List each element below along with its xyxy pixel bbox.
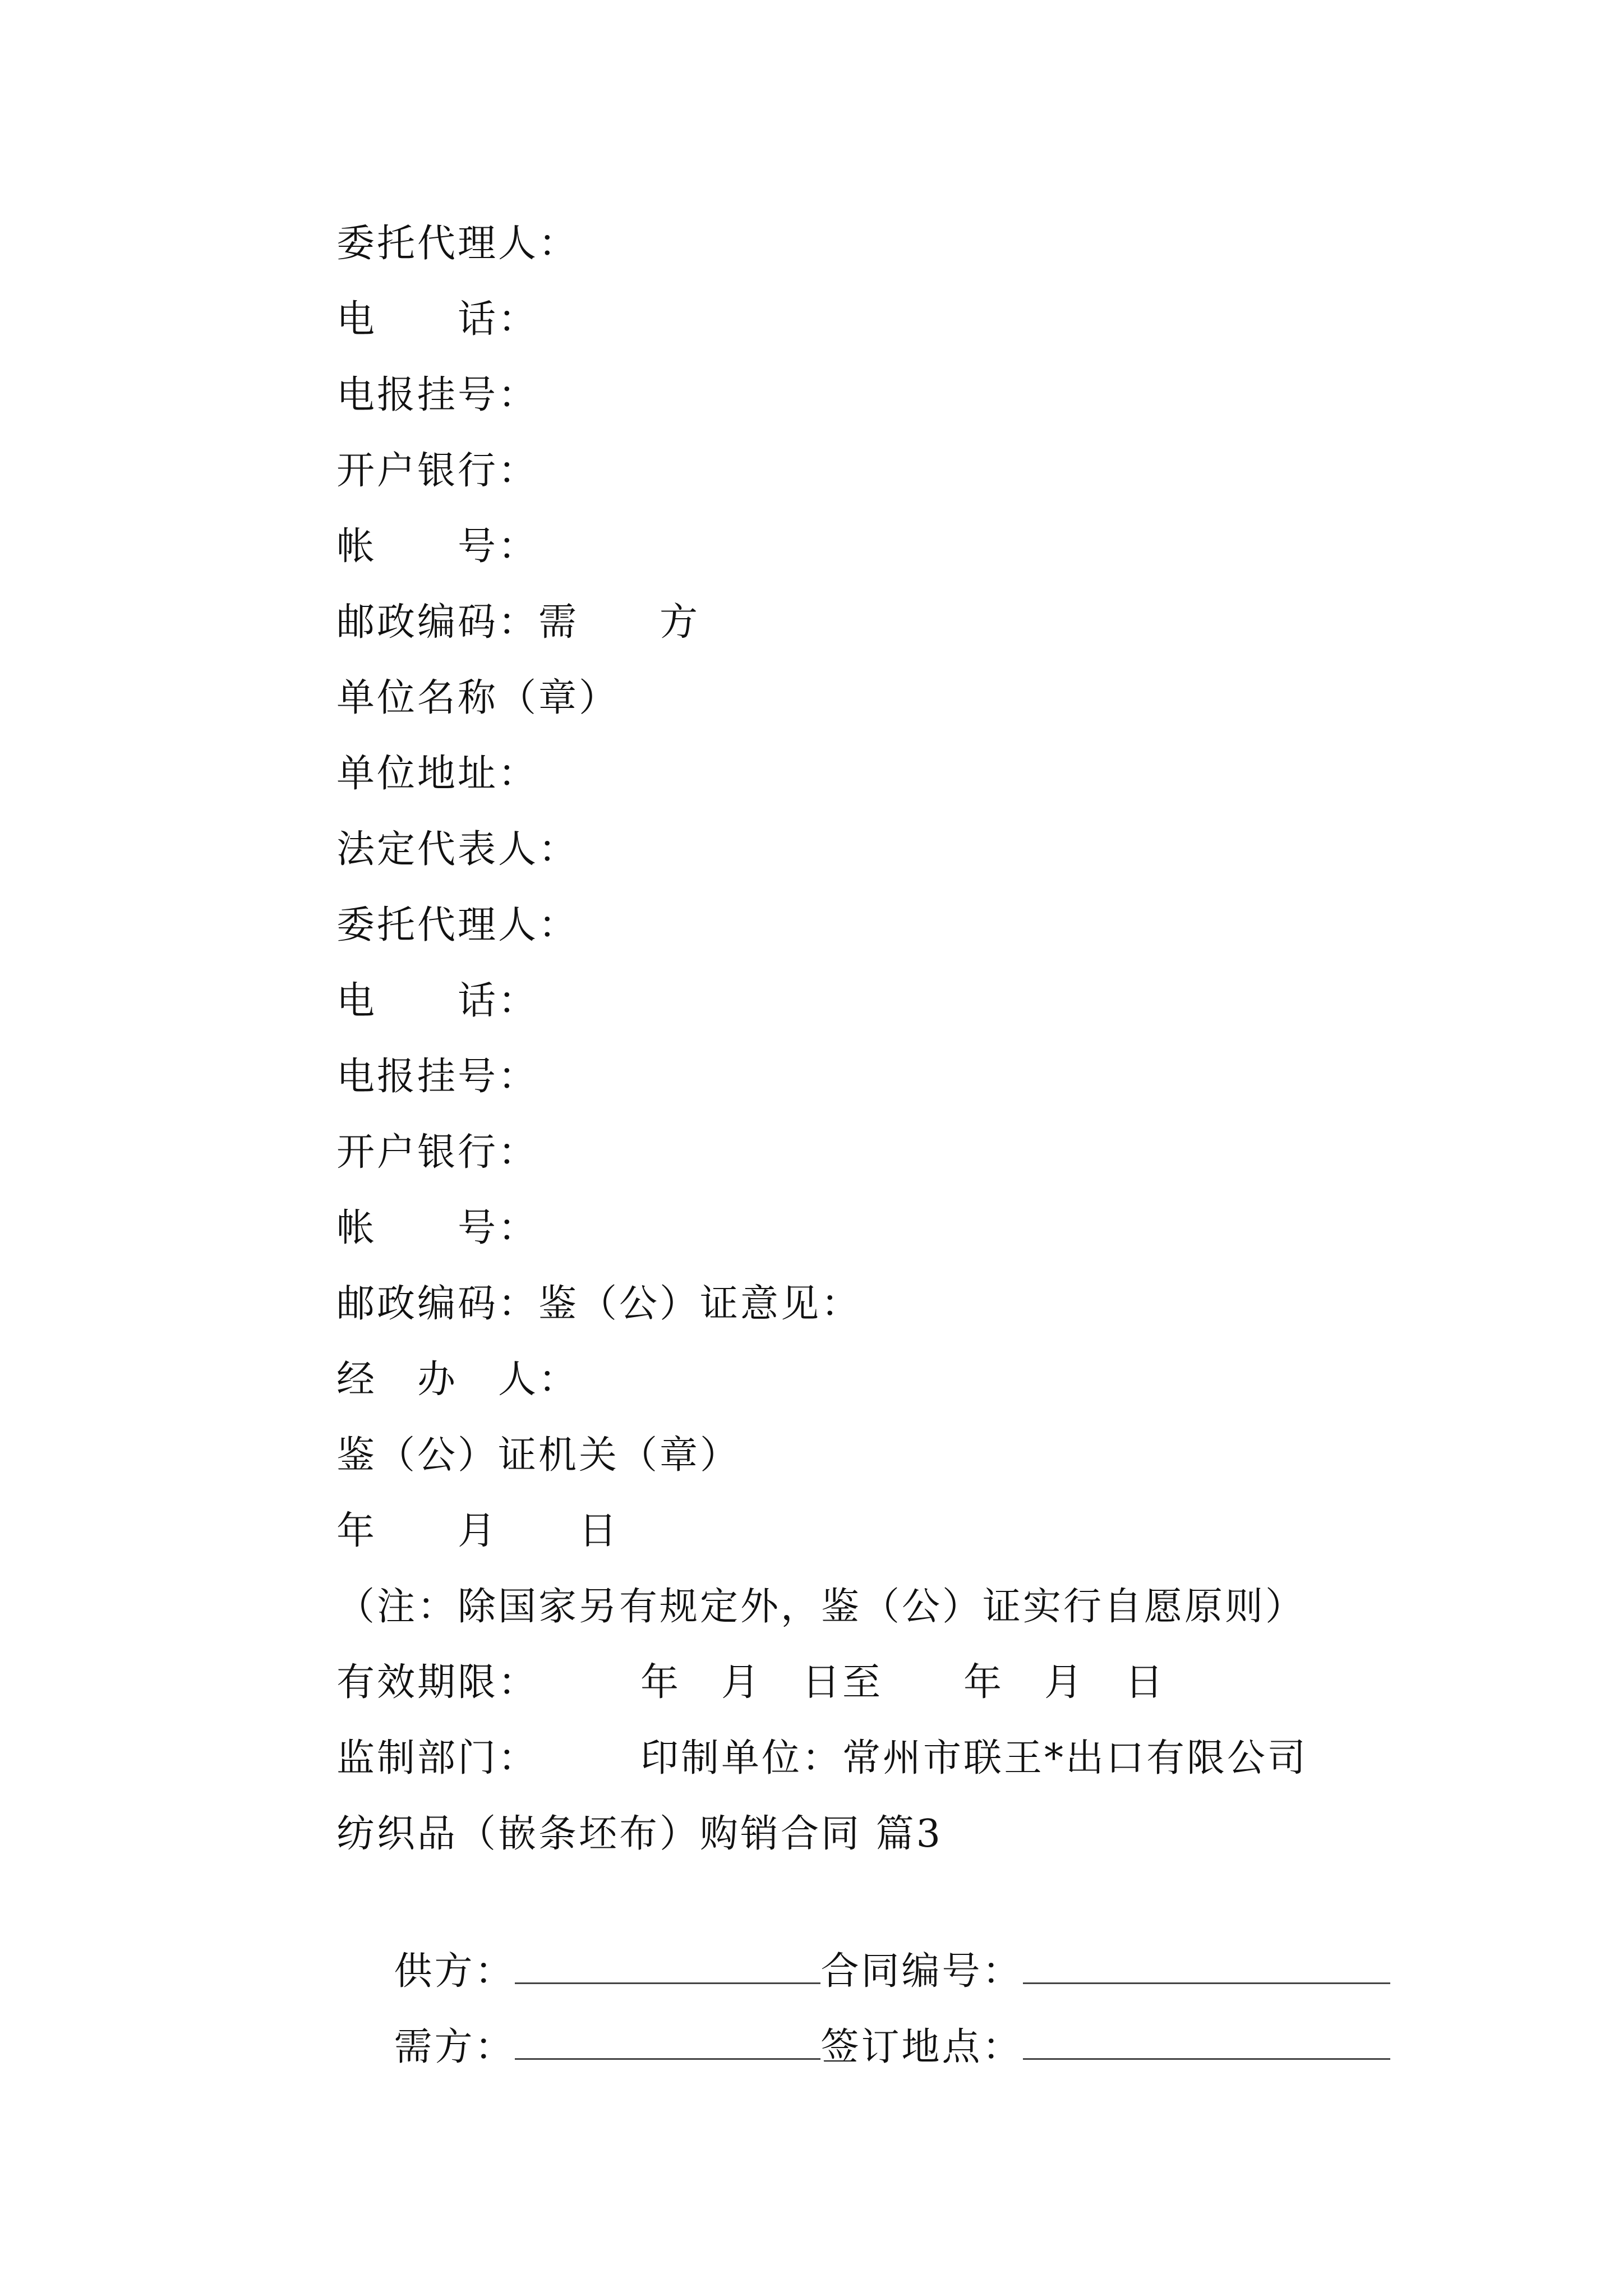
supplier-label: 供方： <box>394 1949 515 1994</box>
buyer-label: 需方： <box>394 2025 515 2069</box>
line-note: （注：除国家另有规定外，鉴（公）证实行自愿原则） <box>336 1585 1306 1629</box>
sign-place-blank[interactable] <box>1023 2022 1390 2060</box>
line-phone-2: 电 话： <box>336 979 539 1023</box>
sign-place-label: 签订地点： <box>820 2025 1023 2069</box>
contract-no-label: 合同编号： <box>820 1949 1023 1994</box>
line-telegraph: 电报挂号： <box>336 373 539 417</box>
line-phone: 电 话： <box>336 297 539 342</box>
line-agent: 委托代理人： <box>336 222 579 266</box>
line-notary-seal: 鉴（公）证机关（章） <box>336 1433 741 1478</box>
line-bank-2: 开户银行： <box>336 1130 539 1175</box>
line-account: 帐 号： <box>336 524 539 569</box>
line-buyer-sign-place <box>336 1955 1390 2069</box>
line-supplier-contract-no <box>336 1879 1390 1994</box>
line-unit-address: 单位地址： <box>336 752 539 796</box>
line-handler: 经 办 人： <box>336 1358 579 1402</box>
line-unit-name: 单位名称（章） <box>336 676 620 720</box>
line-agent-2: 委托代理人： <box>336 903 579 947</box>
line-legal-rep: 法定代表人： <box>336 827 579 872</box>
line-postcode-notary: 邮政编码：鉴（公）证意见： <box>336 1282 862 1326</box>
line-validity: 有效期限： 年 月 日至 年 月 日 <box>336 1660 1166 1705</box>
line-telegraph-2: 电报挂号： <box>336 1055 539 1099</box>
line-postcode-buyer: 邮政编码：需 方 <box>336 600 700 645</box>
line-bank: 开户银行： <box>336 449 539 493</box>
line-contract-title: 纺织品（嵌条坯布）购销合同 篇3 <box>336 1812 943 1856</box>
line-date: 年 月 日 <box>336 1509 620 1553</box>
line-supervision: 监制部门： 印制单位：常州市联王*出口有限公司 <box>336 1736 1308 1780</box>
line-account-2: 帐 号： <box>336 1206 539 1250</box>
buyer-blank[interactable] <box>515 2022 820 2060</box>
